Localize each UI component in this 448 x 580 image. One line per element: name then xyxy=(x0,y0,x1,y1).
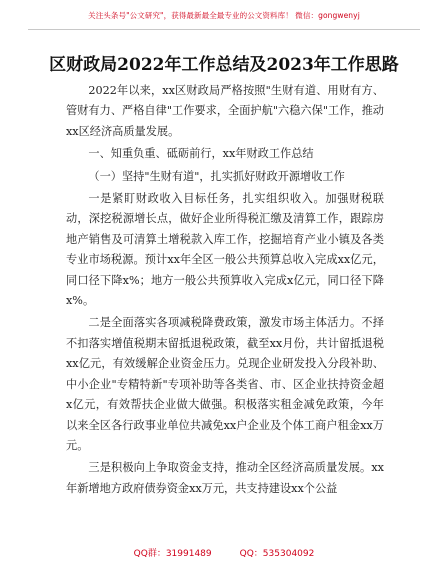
subsection-heading-1: （一）坚持"生财有道"，扎实抓好财政开源增收工作 xyxy=(88,169,345,183)
paragraph-tax-relief: 二是全面落实各项减税降费政策，激发市场主体活力。不择不扣落实增值税期末留抵退税政策，截至xx月份，共计留抵退税xx亿元，有效缓解企业资金压力。兑现企业研发投入分段补助、中小企业"专精特新"专项补助等各类省、市、区企业扶持资金超x亿元，有效帮扶企业做大做强。积极落实租金减免政策，今年以来全区各行政事业单位共减免xx户企业及个体工商户租金xx万元。 xyxy=(66,316,384,452)
qq-group-text: QQ群：31991489 xyxy=(133,549,212,559)
promo-banner-text: 关注头条号"公文研究"，获得最新最全最专业的公文资料库！ 微信：gongwenyj xyxy=(88,10,360,20)
section-heading-1: 一、知重负重、砥砺前行，xx年财政工作总结 xyxy=(88,147,314,161)
promo-header xyxy=(0,0,448,30)
contact-footer xyxy=(0,546,448,559)
qq-text: QQ：535304092 xyxy=(239,549,315,559)
document-body xyxy=(66,81,384,501)
paragraph-intro: 2022年以来，xx区财政局严格按照"生财有道、用财有方、管财有力、严格自律"工作要求，全面护航"六稳六保"工作，推动xx区经济高质量发展。 xyxy=(66,84,384,138)
document-title: 区财政局2022年工作总结及2023年工作思路 xyxy=(49,55,399,75)
paragraph-revenue: 一是紧盯财政收入目标任务，扎实组织收入。加强财税联动，深挖税源增长点，做好企业所得税汇缴及清算工作，跟踪房地产销售及可清算土增税款入库工作，挖掘培育产业小镇及各类专业市场税源。预计xx年全区一般公共预算总收入完成xx亿元，同口径下降x%；地方一般公共预算收入完成x亿元，同口径下降x%。 xyxy=(66,192,384,308)
header-divider xyxy=(28,29,420,30)
paragraph-funding: 三是积极向上争取资金支持，推动全区经济高质量发展。xx年新增地方政府债券资金xx万元，共支持建设xx个公益 xyxy=(66,461,384,495)
